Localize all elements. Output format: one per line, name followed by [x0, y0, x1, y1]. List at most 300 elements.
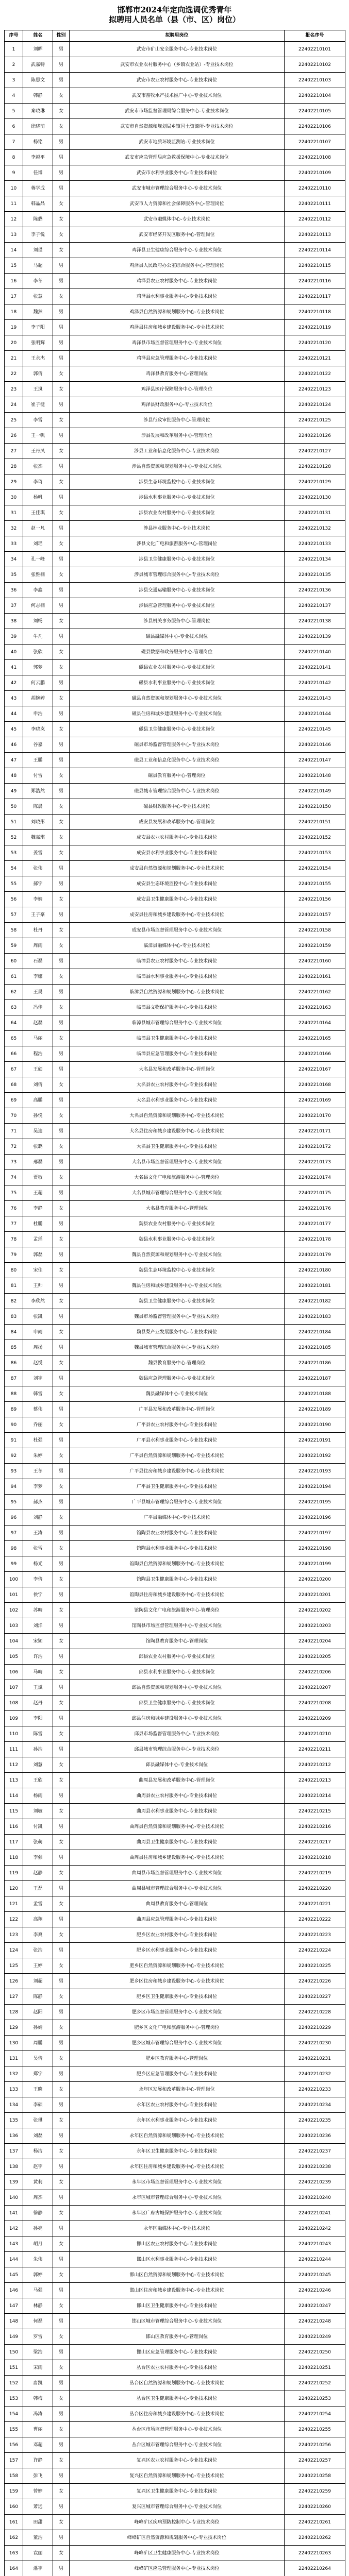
cell-name: 邓超: [23, 2437, 53, 2453]
cell-gender: 女: [53, 645, 70, 660]
cell-index: 5: [5, 104, 23, 119]
title-line-1: 邯郸市2024年定向选调优秀青年: [117, 5, 232, 14]
cell-reg-number: 22402210170: [285, 1108, 345, 1124]
table-row: [5, 1850, 345, 1866]
cell-gender: 男: [53, 1093, 70, 1108]
cell-position: 邱县农业农村服务中心-专业技术岗位: [70, 1649, 285, 1665]
cell-position: 魏县教育服务中心-管理岗位: [70, 1355, 285, 1371]
cell-reg-number: 22402210124: [285, 397, 345, 413]
cell-name: 马晴: [23, 1665, 53, 1680]
cell-reg-number: 22402210168: [285, 1077, 345, 1093]
cell-reg-number: 22402210218: [285, 1850, 345, 1866]
cell-index: 150: [5, 2345, 23, 2360]
cell-reg-number: 22402210120: [285, 335, 345, 351]
table-row: [5, 1495, 345, 1510]
table-row: [5, 2561, 345, 2576]
cell-gender: 男: [53, 1495, 70, 1510]
cell-index: 131: [5, 2051, 23, 2066]
cell-name: 韩晶晶: [23, 196, 53, 212]
cell-index: 55: [5, 876, 23, 892]
cell-reg-number: 22402210107: [285, 134, 345, 150]
cell-position: 曲周县住房和城乡建设服务中心-专业技术岗位: [70, 1850, 285, 1866]
cell-index: 21: [5, 351, 23, 366]
table-row: [5, 134, 345, 150]
header-name: 姓名: [23, 30, 53, 42]
cell-gender: 女: [53, 2082, 70, 2097]
cell-gender: 男: [53, 784, 70, 799]
table-row: [5, 1294, 345, 1309]
cell-index: 49: [5, 784, 23, 799]
cell-gender: 女: [53, 2391, 70, 2406]
cell-gender: 男: [53, 583, 70, 598]
cell-gender: 男: [53, 675, 70, 691]
table-row: [5, 675, 345, 691]
cell-position: 成安县卫生健康服务中心-专业技术岗位: [70, 892, 285, 907]
cell-reg-number: 22402210243: [285, 2236, 345, 2252]
cell-name: 孟瑶: [23, 1232, 53, 1247]
cell-position: 曲周县卫生健康服务中心-专业技术岗位: [70, 1835, 285, 1850]
cell-reg-number: 22402210241: [285, 2206, 345, 2221]
cell-reg-number: 22402210148: [285, 768, 345, 784]
cell-index: 82: [5, 1294, 23, 1309]
cell-name: 赵丹: [23, 1696, 53, 1711]
cell-position: 复兴区自然资源和规划服务中心-专业技术岗位: [70, 2468, 285, 2484]
cell-index: 1: [5, 42, 23, 57]
cell-reg-number: 22402210156: [285, 892, 345, 907]
table-row: [5, 1835, 345, 1850]
table-row: [5, 2376, 345, 2391]
cell-reg-number: 22402210235: [285, 2113, 345, 2128]
cell-gender: 男: [53, 1881, 70, 1896]
cell-gender: 女: [53, 366, 70, 382]
cell-reg-number: 22402210197: [285, 1526, 345, 1541]
title-line-2: 拟聘用人员名单（县（市、区）岗位）: [108, 15, 240, 24]
cell-gender: 男: [53, 1711, 70, 1726]
cell-name: 冯佳: [23, 1000, 53, 1015]
cell-gender: 男: [53, 2437, 70, 2453]
table-row: [5, 923, 345, 938]
cell-reg-number: 22402210188: [285, 1386, 345, 1402]
cell-gender: 女: [53, 212, 70, 227]
cell-name: 武嘉特: [23, 57, 53, 73]
cell-reg-number: 22402210262: [285, 2530, 345, 2546]
cell-reg-number: 22402210144: [285, 706, 345, 722]
cell-index: 46: [5, 737, 23, 753]
cell-gender: 女: [53, 614, 70, 629]
cell-position: 馆陶县文化广电和旅游服务中心-管理岗位: [70, 1603, 285, 1618]
table-row: [5, 2406, 345, 2422]
cell-reg-number: 22402210112: [285, 212, 345, 227]
cell-gender: 男: [53, 706, 70, 722]
cell-position: 大名县城市管理综合服务中心-专业技术岗位: [70, 1185, 285, 1201]
cell-reg-number: 22402210220: [285, 1881, 345, 1896]
cell-index: 25: [5, 413, 23, 428]
cell-name: 孙悦: [23, 1108, 53, 1124]
cell-name: 王一帆: [23, 428, 53, 444]
cell-gender: 男: [53, 737, 70, 753]
cell-reg-number: 22402210163: [285, 1000, 345, 1015]
cell-position: 武安市水利事业服务中心-专业技术岗位: [70, 165, 285, 181]
cell-index: 39: [5, 629, 23, 645]
cell-name: 赵一凡: [23, 521, 53, 536]
cell-index: 94: [5, 1479, 23, 1495]
cell-position: 涉县机关事务服务中心-管理岗位: [70, 614, 285, 629]
cell-reg-number: 22402210199: [285, 1556, 345, 1572]
cell-name: 陈璐: [23, 212, 53, 227]
cell-index: 103: [5, 1618, 23, 1634]
cell-reg-number: 22402210130: [285, 490, 345, 505]
cell-name: 李梦: [23, 1479, 53, 1495]
cell-index: 48: [5, 768, 23, 784]
cell-name: 王硕: [23, 1062, 53, 1077]
table-row: [5, 1618, 345, 1634]
cell-position: 广平县农业农村服务中心-专业技术岗位: [70, 1417, 285, 1433]
cell-gender: 男: [53, 1556, 70, 1572]
cell-name: 杜丹: [23, 923, 53, 938]
cell-gender: 男: [53, 1371, 70, 1386]
cell-gender: 女: [53, 799, 70, 815]
cell-gender: 女: [53, 2175, 70, 2190]
cell-name: 宋佳: [23, 1263, 53, 1278]
cell-reg-number: 22402210102: [285, 57, 345, 73]
cell-name: 王婷: [23, 1958, 53, 1974]
cell-name: 袁丽: [23, 2546, 53, 2561]
cell-gender: 女: [53, 119, 70, 134]
cell-gender: 女: [53, 1603, 70, 1618]
table-row: [5, 845, 345, 861]
cell-index: 15: [5, 258, 23, 274]
cell-position: 曲周县水利事业服务中心-专业技术岗位: [70, 1804, 285, 1819]
table-row: [5, 645, 345, 660]
cell-index: 45: [5, 722, 23, 737]
cell-position: 大名县发展和改革服务中心-管理岗位: [70, 1062, 285, 1077]
cell-index: 134: [5, 2097, 23, 2113]
cell-gender: 男: [53, 2221, 70, 2236]
cell-name: 何志楠: [23, 598, 53, 614]
cell-gender: 女: [53, 289, 70, 304]
table-row: [5, 212, 345, 227]
cell-index: 148: [5, 2314, 23, 2329]
cell-name: 崔子健: [23, 397, 53, 413]
cell-reg-number: 22402210106: [285, 119, 345, 134]
cell-index: 110: [5, 1726, 23, 1742]
cell-index: 160: [5, 2499, 23, 2515]
cell-gender: 女: [53, 969, 70, 985]
cell-index: 130: [5, 2036, 23, 2051]
cell-gender: 男: [53, 2128, 70, 2144]
table-row: [5, 598, 345, 614]
cell-position: 武安市城市管理综合服务中心-专业技术岗位: [70, 181, 285, 196]
table-row: [5, 289, 345, 304]
table-row: [5, 2468, 345, 2484]
cell-position: 大名县市场监督管理服务中心-专业技术岗位: [70, 1155, 285, 1170]
cell-reg-number: 22402210240: [285, 2190, 345, 2206]
cell-gender: 女: [53, 1835, 70, 1850]
table-row: [5, 505, 345, 521]
cell-name: 刘静: [23, 1510, 53, 1526]
cell-gender: 男: [53, 1649, 70, 1665]
cell-gender: 男: [53, 1974, 70, 1989]
table-row: [5, 784, 345, 799]
table-row: [5, 753, 345, 768]
table-row: [5, 1881, 345, 1896]
cell-gender: 男: [53, 1680, 70, 1696]
cell-gender: 男: [53, 1402, 70, 1417]
cell-gender: 男: [53, 521, 70, 536]
cell-index: 118: [5, 1850, 23, 1866]
cell-gender: 女: [53, 1510, 70, 1526]
cell-gender: 女: [53, 691, 70, 706]
header-index: 序号: [5, 30, 23, 42]
cell-position: 魏县自然资源和规划服务中心-专业技术岗位: [70, 1247, 285, 1263]
table-row: [5, 2128, 345, 2144]
table-row: [5, 1587, 345, 1603]
cell-reg-number: 22402210162: [285, 985, 345, 1000]
cell-index: 129: [5, 2020, 23, 2036]
cell-name: 王子豪: [23, 907, 53, 923]
cell-reg-number: 22402210182: [285, 1294, 345, 1309]
cell-gender: 男: [53, 552, 70, 567]
table-row: [5, 1711, 345, 1726]
cell-name: 朱伟: [23, 2252, 53, 2267]
cell-index: 101: [5, 1587, 23, 1603]
table-row: [5, 1773, 345, 1788]
cell-index: 59: [5, 938, 23, 954]
cell-name: 苏晴: [23, 1603, 53, 1618]
table-row: [5, 104, 345, 119]
cell-position: 涉县行政审批服务中心-管理岗位: [70, 413, 285, 428]
cell-name: 周杰: [23, 2190, 53, 2206]
table-row: [5, 119, 345, 134]
cell-position: 邱县自然资源和规划服务中心-专业技术岗位: [70, 1680, 285, 1696]
cell-reg-number: 22402210138: [285, 614, 345, 629]
cell-reg-number: 22402210172: [285, 1139, 345, 1155]
cell-name: 杜强: [23, 1433, 53, 1448]
cell-index: 4: [5, 88, 23, 104]
cell-index: 79: [5, 1247, 23, 1263]
cell-gender: 男: [53, 42, 70, 57]
cell-index: 30: [5, 490, 23, 505]
cell-gender: 女: [53, 2298, 70, 2314]
cell-reg-number: 22402210176: [285, 1201, 345, 1216]
cell-gender: 女: [53, 923, 70, 938]
cell-reg-number: 22402210136: [285, 583, 345, 598]
cell-reg-number: 22402210195: [285, 1495, 345, 1510]
cell-name: 宋颖: [23, 1634, 53, 1649]
cell-position: 肥乡区自然资源和规划服务中心-专业技术岗位: [70, 1958, 285, 1974]
cell-reg-number: 22402210224: [285, 1943, 345, 1958]
cell-position: 涉县应急管理服务中心-专业技术岗位: [70, 598, 285, 614]
cell-gender: 女: [53, 1232, 70, 1247]
cell-position: 馆陶县卫生健康服务中心-专业技术岗位: [70, 1572, 285, 1587]
cell-position: 鸡泽县财政服务中心-专业技术岗位: [70, 397, 285, 413]
cell-reg-number: 22402210153: [285, 845, 345, 861]
cell-name: 宋雨: [23, 2360, 53, 2376]
cell-gender: 男: [53, 1046, 70, 1062]
table-row: [5, 1077, 345, 1093]
cell-reg-number: 22402210230: [285, 2036, 345, 2051]
cell-index: 138: [5, 2159, 23, 2175]
cell-gender: 女: [53, 88, 70, 104]
cell-reg-number: 22402210181: [285, 1278, 345, 1294]
cell-gender: 男: [53, 985, 70, 1000]
cell-index: 50: [5, 799, 23, 815]
cell-index: 158: [5, 2468, 23, 2484]
table-row: [5, 1263, 345, 1278]
table-row: [5, 830, 345, 845]
cell-reg-number: 22402210160: [285, 954, 345, 969]
cell-gender: 女: [53, 382, 70, 397]
cell-position: 临漳县融媒体中心-专业技术岗位: [70, 938, 285, 954]
cell-position: 丛台区自然资源和规划服务中心-专业技术岗位: [70, 2376, 285, 2391]
cell-position: 广平县水利事业服务中心-专业技术岗位: [70, 1433, 285, 1448]
cell-name: 刘倩: [23, 1077, 53, 1093]
table-row: [5, 1726, 345, 1742]
cell-index: 85: [5, 1340, 23, 1355]
cell-reg-number: 22402210174: [285, 1170, 345, 1185]
cell-name: 张慧: [23, 289, 53, 304]
cell-reg-number: 22402210234: [285, 2097, 345, 2113]
cell-reg-number: 22402210196: [285, 1510, 345, 1526]
cell-position: 临漳县农业农村服务中心-专业技术岗位: [70, 954, 285, 969]
table-row: [5, 768, 345, 784]
cell-position: 邯山区应急管理服务中心-专业技术岗位: [70, 2345, 285, 2360]
cell-position: 涉县生态环境监控中心-专业技术岗位: [70, 474, 285, 490]
cell-reg-number: 22402210126: [285, 428, 345, 444]
cell-name: 朱婷: [23, 1448, 53, 1464]
cell-name: 乔丽: [23, 1417, 53, 1433]
cell-gender: 女: [53, 1325, 70, 1340]
cell-position: 磁县工业和信息化服务中心-专业技术岗位: [70, 753, 285, 768]
table-row: [5, 2221, 345, 2236]
table-row: [5, 1216, 345, 1232]
cell-position: 磁县农业农村服务中心-专业技术岗位: [70, 660, 285, 675]
cell-position: 磁县卫生健康服务中心-专业技术岗位: [70, 722, 285, 737]
cell-gender: 男: [53, 2036, 70, 2051]
cell-reg-number: 22402210175: [285, 1185, 345, 1201]
cell-index: 70: [5, 1108, 23, 1124]
table-row: [5, 1325, 345, 1340]
cell-name: 吴倩: [23, 2051, 53, 2066]
cell-reg-number: 22402210186: [285, 1355, 345, 1371]
cell-reg-number: 22402210260: [285, 2499, 345, 2515]
cell-gender: 女: [53, 1896, 70, 1912]
cell-gender: 女: [53, 938, 70, 954]
cell-name: 李婧: [23, 892, 53, 907]
cell-name: 周鹏: [23, 2036, 53, 2051]
table-row: [5, 938, 345, 954]
cell-position: 磁县城市管理综合服务中心-专业技术岗位: [70, 784, 285, 799]
table-row: [5, 2097, 345, 2113]
table-row: [5, 2159, 345, 2175]
cell-reg-number: 22402210110: [285, 181, 345, 196]
cell-index: 14: [5, 243, 23, 258]
table-row: [5, 1093, 345, 1108]
cell-position: 肥乡区教育服务中心-管理岗位: [70, 2051, 285, 2066]
cell-name: 申雨: [23, 1325, 53, 1340]
table-row: [5, 258, 345, 274]
cell-name: 姜雪: [23, 845, 53, 861]
cell-reg-number: 22402210216: [285, 1819, 345, 1835]
cell-position: 鸡泽县农业农村服务中心-专业技术岗位: [70, 274, 285, 289]
table-row: [5, 2283, 345, 2298]
cell-gender: 女: [53, 1031, 70, 1046]
cell-gender: 女: [53, 2144, 70, 2159]
cell-name: 魏然: [23, 304, 53, 320]
cell-index: 6: [5, 119, 23, 134]
cell-index: 151: [5, 2360, 23, 2376]
cell-reg-number: 22402210208: [285, 1696, 345, 1711]
cell-name: 李琦: [23, 474, 53, 490]
cell-name: 李鑫: [23, 583, 53, 598]
table-row: [5, 1000, 345, 1015]
table-row: [5, 2499, 345, 2515]
cell-name: 李冬: [23, 274, 53, 289]
table-row: [5, 2175, 345, 2190]
cell-index: 119: [5, 1866, 23, 1881]
cell-reg-number: 22402210114: [285, 243, 345, 258]
cell-position: 肥乡区水利事业服务中心-专业技术岗位: [70, 1943, 285, 1958]
table-row: [5, 1108, 345, 1124]
cell-gender: 女: [53, 1294, 70, 1309]
cell-reg-number: 22402210150: [285, 799, 345, 815]
cell-name: 周雨: [23, 938, 53, 954]
cell-gender: 女: [53, 1696, 70, 1711]
table-row: [5, 907, 345, 923]
cell-reg-number: 22402210125: [285, 413, 345, 428]
cell-name: 许浩: [23, 1649, 53, 1665]
cell-reg-number: 22402210115: [285, 258, 345, 274]
table-row: [5, 1541, 345, 1556]
cell-position: 涉县林业服务中心-专业技术岗位: [70, 521, 285, 536]
cell-gender: 女: [53, 1665, 70, 1680]
cell-gender: 女: [53, 2020, 70, 2036]
cell-gender: 男: [53, 1587, 70, 1603]
cell-reg-number: 22402210238: [285, 2159, 345, 2175]
cell-index: 74: [5, 1170, 23, 1185]
cell-index: 91: [5, 1433, 23, 1448]
cell-index: 88: [5, 1386, 23, 1402]
cell-name: 许静: [23, 2453, 53, 2468]
cell-index: 155: [5, 2422, 23, 2437]
cell-index: 115: [5, 1804, 23, 1819]
cell-gender: 男: [53, 629, 70, 645]
cell-position: 武安市人力资源和社会保障服务中心-管理岗位: [70, 196, 285, 212]
table-row: [5, 490, 345, 505]
cell-index: 20: [5, 335, 23, 351]
cell-gender: 男: [53, 1912, 70, 1927]
cell-name: 王冬: [23, 1464, 53, 1479]
cell-index: 161: [5, 2515, 23, 2530]
cell-gender: 女: [53, 1201, 70, 1216]
table-row: [5, 737, 345, 753]
cell-position: 成安县农业农村服务中心-专业技术岗位: [70, 830, 285, 845]
cell-gender: 女: [53, 2484, 70, 2499]
table-row: [5, 366, 345, 382]
cell-reg-number: 22402210146: [285, 737, 345, 753]
cell-gender: 男: [53, 2345, 70, 2360]
table-row: [5, 413, 345, 428]
cell-reg-number: 22402210167: [285, 1062, 345, 1077]
cell-gender: 女: [53, 2051, 70, 2066]
cell-position: 成安县市场监督管理服务中心-专业技术岗位: [70, 923, 285, 938]
cell-reg-number: 22402210187: [285, 1371, 345, 1386]
cell-name: 杨洁: [23, 2144, 53, 2159]
cell-reg-number: 22402210236: [285, 2128, 345, 2144]
cell-gender: 男: [53, 1433, 70, 1448]
cell-reg-number: 22402210244: [285, 2252, 345, 2267]
table-row: [5, 1031, 345, 1046]
